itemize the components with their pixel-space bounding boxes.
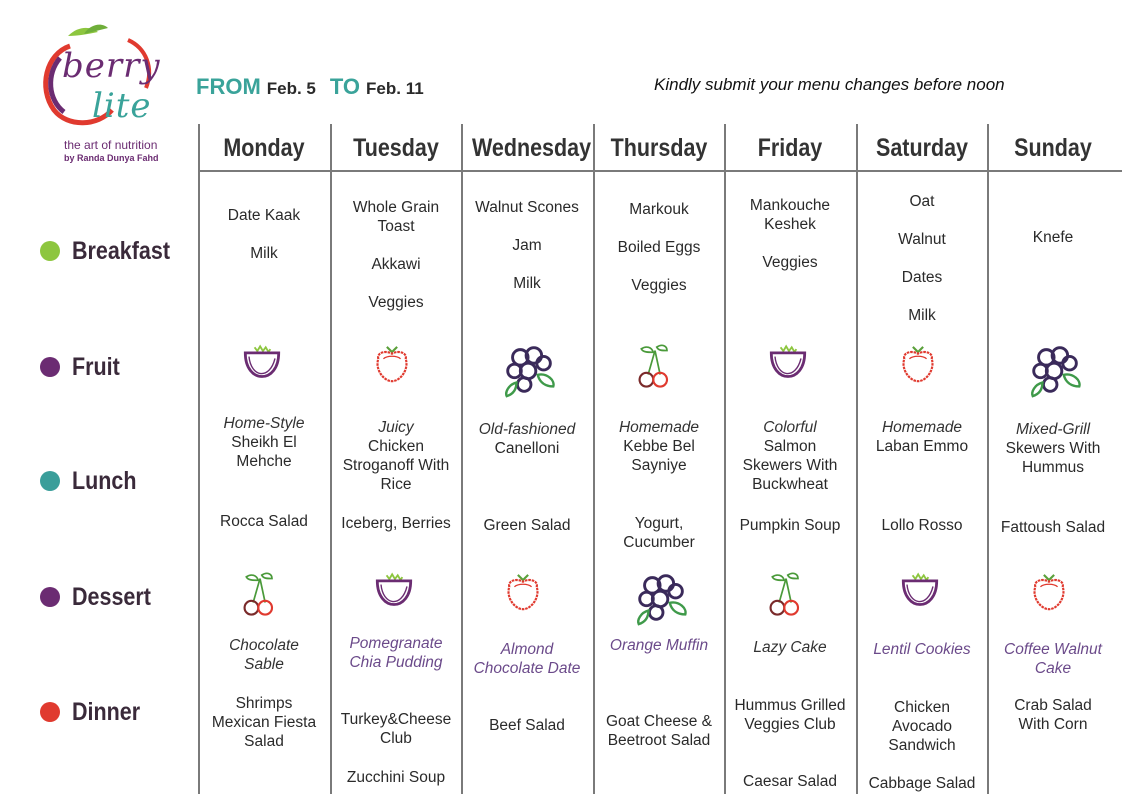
strawberry-icon [368,338,424,394]
lunch-dish [726,418,854,494]
breakfast-cell [595,200,723,314]
lunch-dish-style: Homemade [618,419,700,436]
breakfast-cell [332,198,460,331]
lunch-dish-name: Skewers With Hummus [1005,440,1101,476]
dessert-item: Almond Chocolate Date [473,641,581,677]
lunch-dish-name: Salmon Skewers With Buckwheat [742,438,838,493]
cherry-icon [236,566,292,622]
dessert-item: Orange Muffin [609,637,709,654]
lunch-dish-style: Juicy [378,419,414,436]
lunch-dish [200,414,328,471]
dinner-main: Shrimps Mexican Fiesta Salad [211,695,317,750]
from-label: FROM [196,74,261,99]
from-date: Feb. 5 [266,79,316,98]
lunch-side: Green Salad [483,517,571,534]
dinner-main: Beef Salad [489,717,565,734]
fig-icon [762,338,818,394]
breakfast-item: Date Kaak [227,207,301,224]
lunch-dish-name: Kebbe Bel Sayniye [623,438,695,474]
lunch-dish [463,420,591,458]
breakfast-item: Veggies [631,277,687,294]
breakfast-cell [726,196,854,291]
breakfast-item: Oat [909,193,935,210]
meal-label-lunch: Lunch [40,466,147,496]
lunch-dish [332,418,460,494]
fig-icon [894,566,950,622]
meal-label-breakfast: Breakfast [40,236,186,266]
fig-icon [368,566,424,622]
day-header-wednesday: Wednesday [471,134,592,162]
meal-dot [40,357,60,377]
dinner-side: Caesar Salad [743,773,837,790]
meal-label-dessert: Dessert [40,582,164,612]
day-header-sunday: Sunday [1014,134,1092,162]
lunch-dish-name: Chicken Stroganoff With Rice [342,438,450,493]
lunch-dish-style: Colorful [763,419,817,436]
breakfast-item: Veggies [762,254,818,271]
date-range [196,74,424,100]
fig-icon [236,338,292,394]
breakfast-cell [989,228,1117,266]
dinner-main: Crab Salad With Corn [1014,697,1092,733]
lunch-side: Rocca Salad [220,513,308,530]
lunch-side: Lollo Rosso [881,517,963,534]
brand-tagline: the art of nutrition [64,138,158,152]
dinner-side: Zucchini Soup [346,769,446,786]
meal-dot [40,702,60,722]
lunch-side: Pumpkin Soup [739,517,841,534]
dessert-item: Lentil Cookies [873,641,971,658]
lunch-dish-name: Sheikh El Mehche [231,434,297,470]
dessert-item: Pomegranate Chia Pudding [349,635,443,671]
brand-name-line2: lite [92,86,152,126]
meal-dot [40,471,60,491]
blueberry-icon [1025,338,1081,394]
day-header-saturday: Saturday [875,134,968,162]
breakfast-item: Milk [513,275,541,292]
breakfast-cell [200,206,328,282]
breakfast-item: Jam [512,237,542,254]
meal-dot [40,241,60,261]
dinner-main: Goat Cheese & Beetroot Salad [606,713,712,749]
breakfast-item: Milk [908,307,936,324]
breakfast-cell [858,192,986,344]
lunch-dish [858,418,986,456]
day-header-monday: Monday [223,134,305,162]
breakfast-item: Walnut [898,231,946,248]
breakfast-item: Knefe [1032,229,1074,246]
to-label: TO [329,74,361,99]
breakfast-item: Boiled Eggs [617,239,701,256]
lunch-side: Iceberg, Berries [341,515,451,532]
breakfast-item: Dates [901,269,943,286]
meal-label-fruit: Fruit [40,352,128,382]
cherry-icon [631,338,687,394]
lunch-dish [595,418,723,475]
breakfast-item: Mankouche Keshek [749,197,831,233]
breakfast-item: Akkawi [371,256,421,273]
breakfast-item: Milk [250,245,278,262]
lunch-dish [989,420,1117,477]
lunch-dish-style: Homemade [881,419,963,436]
lunch-side: Fattoush Salad [1000,519,1106,536]
day-header-tuesday: Tuesday [353,134,439,162]
brand-name-line1: berry [62,46,161,86]
submission-note: Kindly submit your menu changes before noon [654,75,1005,94]
blueberry-icon [499,338,555,394]
day-header-friday: Friday [757,134,823,162]
lunch-dish-style: Home-Style [223,415,305,432]
breakfast-item: Markouk [629,201,689,218]
lunch-dish-style: Mixed-Grill [1015,421,1091,438]
dinner-main: Hummus Grilled Veggies Club [734,697,846,733]
dinner-main: Turkey&Cheese Club [340,711,452,747]
strawberry-icon [894,338,950,394]
dessert-item: Coffee Walnut Cake [1004,641,1102,677]
breakfast-item: Veggies [368,294,424,311]
to-date: Feb. 11 [366,79,424,98]
meal-dot [40,587,60,607]
dessert-item: Lazy Cake [753,639,827,656]
strawberry-icon [499,566,555,622]
day-header-thursday: Thursday [610,134,708,162]
blueberry-icon [631,566,687,622]
lunch-side: Yogurt, Cucumber [623,515,695,551]
meal-label-dinner: Dinner [40,697,151,727]
brand-byline: by Randa Dunya Fahd [64,153,159,163]
dinner-side: Cabbage Salad [868,775,976,792]
breakfast-cell [463,198,591,312]
breakfast-item: Whole Grain Toast [352,199,440,235]
header-divider [198,170,1122,172]
lunch-dish-name: Laban Emmo [875,438,969,455]
breakfast-item: Walnut Scones [475,199,579,216]
strawberry-icon [1025,566,1081,622]
dinner-main: Chicken Avocado Sandwich [888,699,956,754]
dessert-item: Chocolate Sable [229,637,299,673]
lunch-dish-name: Canelloni [494,440,560,457]
cherry-icon [762,566,818,622]
lunch-dish-style: Old-fashioned [478,421,576,438]
